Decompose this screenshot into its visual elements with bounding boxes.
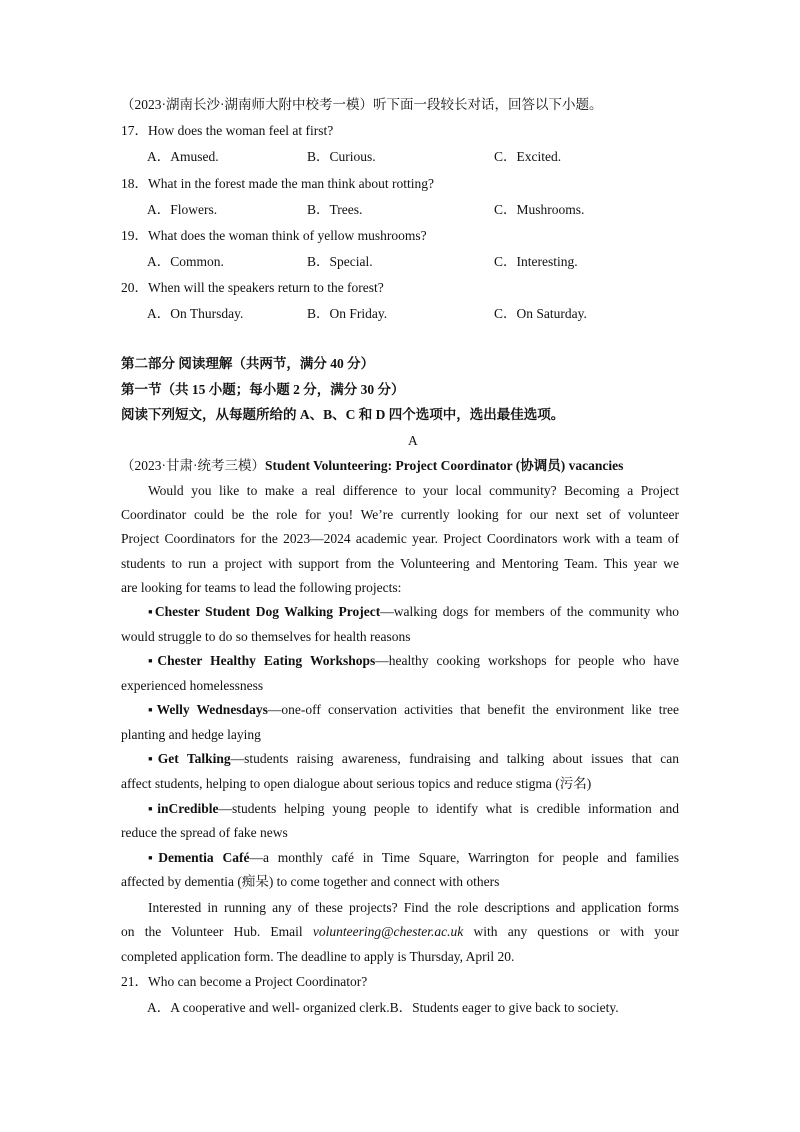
project-name: ▪Dementia Café: [148, 850, 250, 865]
intro-line-3: Project Coordinators for the 2023—2024 academic year. Project Coordinators work with a team of: [121, 531, 679, 546]
question-17-stem: 17．How does the woman feel at first?: [121, 123, 334, 138]
question-18-option-b: B．Trees.: [307, 202, 363, 217]
question-20-option-b: B．On Friday.: [307, 306, 388, 321]
project-welly-wednesdays: [148, 701, 679, 719]
question-17-option-b: B．Curious.: [307, 149, 376, 164]
question-18-option-c: C．Mushrooms.: [494, 202, 585, 217]
question-17-option-c: C．Excited.: [494, 149, 562, 164]
question-19-option-b: B．Special.: [307, 254, 373, 269]
part-title: 第二部分 阅读理解（共两节，满分 40 分）: [121, 356, 375, 371]
intro-line-4: students to run a project with support from the Volunteering and Mentoring Team. This year we: [121, 556, 679, 571]
project-dog-walking: [148, 603, 679, 621]
project-welly-wednesdays-cont: planting and hedge laying: [121, 727, 261, 742]
question-17-option-a: A．Amused.: [147, 149, 219, 164]
project-desc: —walking dogs for members of the community who: [380, 604, 679, 619]
project-incredible: [148, 800, 679, 818]
project-get-talking-cont: affect students, helping to open dialogue about serious topics and reduce stigma (污名): [121, 776, 592, 791]
question-19-option-c: C．Interesting.: [494, 254, 578, 269]
intro-line-1: Would you like to make a real difference to your local community? Becoming a Project: [148, 483, 679, 498]
email-link[interactable]: volunteering@chester.ac.uk: [312, 924, 464, 939]
question-21-stem: 21．Who can become a Project Coordinator?: [121, 974, 368, 989]
project-name: ▪Chester Healthy Eating Workshops: [148, 653, 376, 668]
project-desc: —a monthly café in Time Square, Warrington for people and families: [249, 850, 679, 865]
passage-heading: [121, 457, 623, 475]
closing-line-1: Interested in running any of these projects? Find the role descriptions and application forms: [148, 900, 679, 915]
question-19-stem: 19．What does the woman think of yellow mushrooms?: [121, 228, 427, 243]
project-healthy-eating: [148, 652, 679, 670]
question-19-option-a: A．Common.: [147, 254, 224, 269]
question-18-option-a: A．Flowers.: [147, 202, 218, 217]
project-incredible-cont: reduce the spread of fake news: [121, 825, 288, 840]
question-20-stem: 20．When will the speakers return to the forest?: [121, 280, 384, 295]
closing-line-3: completed application form. The deadline to apply is Thursday, April 20.: [121, 949, 515, 964]
project-get-talking: [148, 750, 679, 768]
project-desc: —one-off conservation activities that benefit the environment like tree: [267, 702, 679, 717]
project-name: ▪Get Talking: [148, 751, 231, 766]
passage-title: Student Volunteering: Project Coordinator (协调员) vacancies: [265, 458, 624, 473]
project-dementia-cafe: [148, 849, 679, 867]
passage-letter: A: [408, 433, 418, 448]
passage-source: （2023·甘肃·统考三模）: [121, 458, 265, 473]
project-name: ▪inCredible: [148, 801, 219, 816]
listening-intro: （2023·湖南长沙·湖南师大附中校考一模）听下面一段较长对话，回答以下小题。: [121, 97, 603, 112]
intro-line-5: are looking for teams to lead the following projects:: [121, 580, 402, 595]
closing-text-a: on the Volunteer Hub. Email: [121, 924, 303, 939]
intro-line-2: Coordinator could be the role for you! We’re currently looking for our next set of volunteer: [121, 507, 679, 522]
project-name: ▪Chester Student Dog Walking Project: [148, 604, 381, 619]
project-healthy-eating-cont: experienced homelessness: [121, 678, 264, 693]
project-desc: —students raising awareness, fundraising and talking about issues that can: [230, 751, 679, 766]
reading-instruction: 阅读下列短文，从每题所给的 A、B、C 和 D 四个选项中，选出最佳选项。: [121, 407, 565, 422]
closing-line-2: [121, 923, 679, 941]
question-21-options: A．A cooperative and well- organized clerk.B．Students eager to give back to society.: [147, 1000, 619, 1015]
question-20-option-c: C．On Saturday.: [494, 306, 587, 321]
project-desc: —students helping young people to identify what is credible information and: [218, 801, 679, 816]
project-desc: —healthy cooking workshops for people who have: [375, 653, 679, 668]
project-dog-walking-cont: would struggle to do so themselves for health reasons: [121, 629, 411, 644]
section-title: 第一节（共 15 小题；每小题 2 分，满分 30 分）: [121, 382, 405, 397]
closing-text-b: with any questions or with your: [473, 924, 680, 939]
project-dementia-cafe-cont: affected by dementia (痴呆) to come together and connect with others: [121, 874, 500, 889]
question-18-stem: 18．What in the forest made the man think about rotting?: [121, 176, 435, 191]
question-20-option-a: A．On Thursday.: [147, 306, 244, 321]
project-name: ▪Welly Wednesdays: [148, 702, 268, 717]
